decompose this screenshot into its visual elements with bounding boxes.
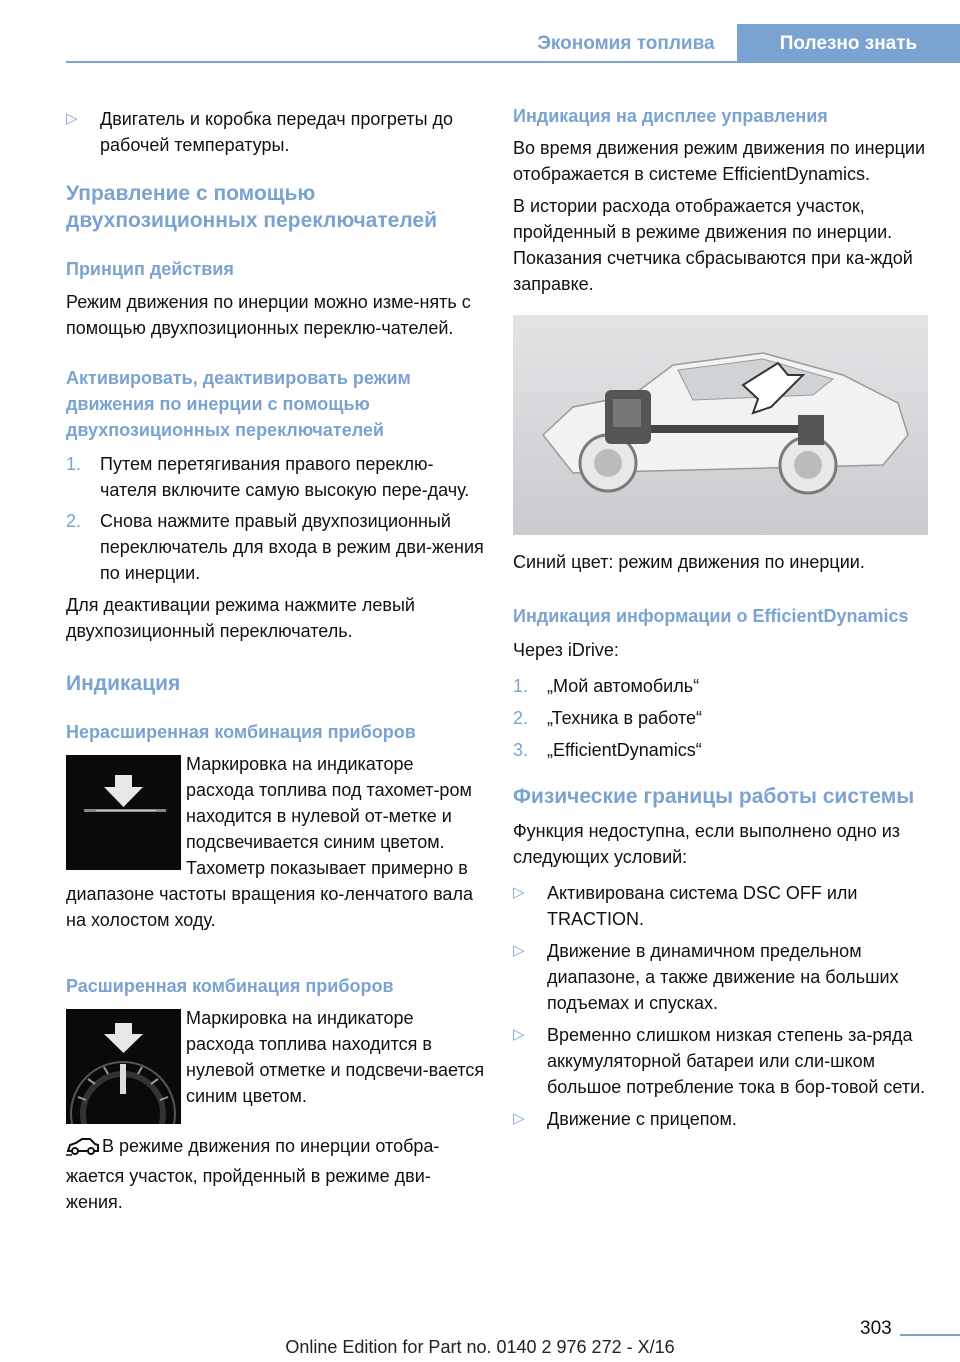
subheading-activate: Активировать, деактивировать режим движения по инерции с помощью двухпозиционных переключателей: [66, 368, 411, 440]
header-divider: [66, 61, 960, 63]
step-number: 3.: [513, 740, 529, 760]
subheading-display: Индикация на дисплее управления: [513, 106, 828, 126]
subheading-standard-cluster: Нерасширенная комбинация приборов: [66, 722, 416, 742]
bullet-item: [513, 880, 933, 932]
step-number: 1.: [66, 454, 82, 474]
paragraph-extended-cluster: Маркировка на индикаторе расхода топлива находится в нулевой отметке и подсвечи-вается синим цветом.: [186, 1008, 485, 1106]
bullet-text: Активирована система DSC OFF или TRACTION.: [547, 883, 858, 929]
step-number: 1.: [513, 676, 529, 696]
history-text: В режиме движения по инерции отобра-жается участок, пройденный в режиме дви-жения.: [66, 1136, 440, 1212]
bullet-item: [513, 1106, 933, 1132]
menu-path-item: [513, 737, 933, 763]
triangle-right-icon: ▷: [513, 884, 525, 901]
menu-path-item: [513, 673, 933, 699]
page-number: 303: [860, 1318, 892, 1339]
bullet-text: Движение в динамичном предельном диапазоне, а также движение на больших подъемах и спусках.: [547, 941, 899, 1013]
footer-edition: Online Edition for Part no. 0140 2 976 272 - X/16: [285, 1337, 675, 1357]
extended-cluster-image: [66, 1009, 181, 1129]
menu-path-item: [513, 705, 933, 731]
bullet-text: Движение с прицепом.: [547, 1109, 737, 1129]
extended-cluster-block: [66, 1005, 486, 1127]
menu-path-text: „Мой автомобиль“: [547, 676, 700, 696]
tab-good-to-know[interactable]: Полезно знать: [737, 24, 960, 63]
paragraph-display-1: Во время движения режим движения по инерции отображается в системе EfficientDynamics.: [513, 138, 926, 184]
bullet-item: [513, 938, 933, 1016]
menu-path-text: „EfficientDynamics“: [547, 740, 702, 760]
section-heading-indication: Индикация: [66, 672, 181, 695]
step-text: Снова нажмите правый двухпозиционный переключатель для входа в режим дви-жения по инерции.: [100, 511, 484, 583]
list-item: [66, 508, 486, 586]
bullet-item: [513, 1022, 933, 1100]
step-number: 2.: [66, 511, 82, 531]
paragraph-standard-cluster: Маркировка на индикаторе расхода топлива под тахомет-ром находится в нулевой от-метке и подсвечивается синим цветом. Тахометр показывает примерно в диапазоне частоты вращения ко-ленчатого вала на холостом ходу.: [66, 754, 473, 930]
standard-cluster-image: [66, 755, 181, 875]
triangle-right-icon: ▷: [513, 942, 525, 959]
paragraph-principle: Режим движения по инерции можно изме-нять с помощью двухпозиционных переклю-чателей.: [66, 292, 471, 338]
subheading-principle: Принцип действия: [66, 259, 234, 279]
list-item: [66, 451, 486, 503]
paragraph-display-2: В истории расхода отображается участок, пройденный в режиме движения по инерции. Показания счетчика сбрасываются при ка-ждой заправке.: [513, 196, 913, 294]
triangle-right-icon: ▷: [66, 110, 78, 127]
section-heading-limits: Физические границы работы системы: [513, 785, 915, 808]
subheading-info: Индикация информации о EfficientDynamics: [513, 606, 909, 626]
paragraph-deactivate: Для деактивации режима нажмите левый двухпозиционный переключатель.: [66, 595, 415, 641]
paragraph-history: [66, 1133, 486, 1215]
car-coasting-icon: [66, 1136, 102, 1163]
standard-cluster-block: [66, 751, 486, 933]
menu-path-text: „Техника в работе“: [547, 708, 703, 728]
tab-fuel-economy[interactable]: Экономия топлива: [537, 32, 715, 54]
section-heading-control: Управление с помощью двухпозиционных переключателей: [66, 182, 437, 232]
left-column: [66, 96, 486, 1215]
bullet-text: Двигатель и коробка передач прогреты до рабочей температуры.: [100, 109, 454, 155]
subheading-extended-cluster: Расширенная комбинация приборов: [66, 976, 394, 996]
bullet-item: [66, 106, 486, 158]
coasting-illustration: [513, 315, 928, 535]
step-number: 2.: [513, 708, 529, 728]
triangle-right-icon: ▷: [513, 1110, 525, 1127]
paragraph-via: Через iDrive:: [513, 640, 619, 660]
paragraph-limits: Функция недоступна, если выполнено одно из следующих условий:: [513, 821, 901, 867]
footer-accent-line: [900, 1334, 960, 1336]
triangle-right-icon: ▷: [513, 1026, 525, 1043]
right-column: [513, 96, 933, 1132]
image-caption: Синий цвет: режим движения по инерции.: [513, 552, 865, 572]
bullet-text: Временно слишком низкая степень за-ряда аккумуляторной батареи или сли-шком большое потребление тока в бор-товой сети.: [547, 1025, 926, 1097]
step-text: Путем перетягивания правого переклю-чателя включите самую высокую пере-дачу.: [100, 454, 470, 500]
